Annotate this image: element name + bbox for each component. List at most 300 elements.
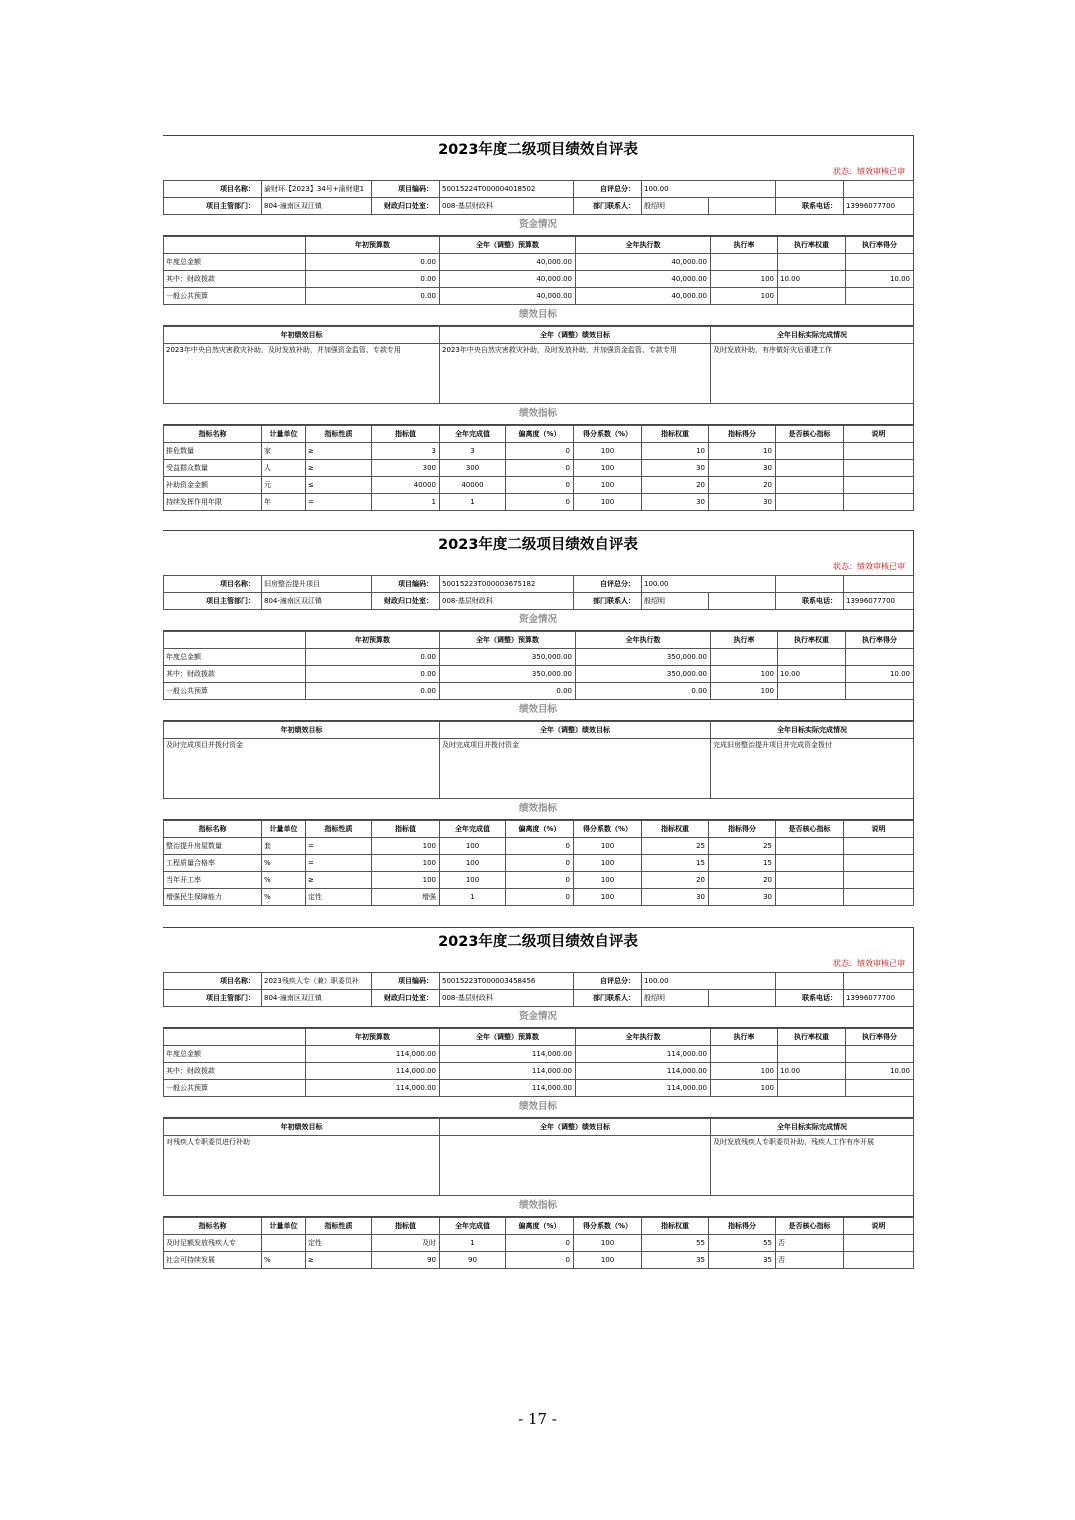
contact-value: 殷绍明 xyxy=(642,593,709,610)
project-code-value: 50015223T000003675182 xyxy=(440,576,574,593)
indicator-row xyxy=(164,855,914,872)
indicator-score: 30 xyxy=(709,889,776,906)
indicator-coef: 100 xyxy=(574,838,642,855)
indicator-actual: 1 xyxy=(440,889,506,906)
finance-office-value: 008-基层财政科 xyxy=(440,990,574,1007)
indicator-name: 补助资金金额 xyxy=(164,477,262,494)
indicator-note xyxy=(844,477,914,494)
goal-section-heading: 绩效目标 xyxy=(163,305,913,326)
fund-section-heading: 资金情况 xyxy=(163,215,913,236)
indicator-row xyxy=(164,889,914,906)
indicator-note xyxy=(844,855,914,872)
dept-value: 804-潼南区双江镇 xyxy=(262,990,372,1007)
indicator-section-heading: 绩效指标 xyxy=(163,799,913,820)
indicator-core xyxy=(776,460,844,477)
indicator-header: 全年完成值 xyxy=(440,426,506,443)
fund-row-name: 一般公共预算 xyxy=(164,683,306,700)
fund-adjusted: 40,000.00 xyxy=(440,288,576,305)
indicator-header: 说明 xyxy=(844,821,914,838)
indicator-header: 指标名称 xyxy=(164,426,262,443)
project-info-table xyxy=(163,575,914,610)
fund-row xyxy=(164,1046,914,1063)
fund-header: 执行率权重 xyxy=(778,237,846,254)
indicator-header: 是否核心指标 xyxy=(776,426,844,443)
goal-table xyxy=(163,721,914,799)
project-name-label: 项目名称： xyxy=(164,576,262,593)
fund-weight xyxy=(778,1080,846,1097)
indicator-name: 持续发挥作用年限 xyxy=(164,494,262,511)
fund-rate: 100 xyxy=(711,666,778,683)
fund-executed: 40,000.00 xyxy=(576,271,711,288)
indicator-note xyxy=(844,460,914,477)
form-title: 2023年度二级项目绩效自评表 xyxy=(438,537,638,553)
indicator-coef: 100 xyxy=(574,494,642,511)
fund-rate xyxy=(711,1046,778,1063)
fund-initial: 114,000.00 xyxy=(306,1046,440,1063)
indicator-table xyxy=(163,820,914,906)
indicator-header: 指标性质 xyxy=(306,426,372,443)
project-name-label: 项目名称： xyxy=(164,181,262,198)
finance-office-value: 008-基层财政科 xyxy=(440,198,574,215)
fund-header: 执行率权重 xyxy=(778,1029,846,1046)
dept-value: 804-潼南区双江镇 xyxy=(262,198,372,215)
indicator-core xyxy=(776,889,844,906)
indicator-header: 指标得分 xyxy=(709,1218,776,1235)
indicator-deviation: 0 xyxy=(506,838,574,855)
fund-initial: 0.00 xyxy=(306,254,440,271)
indicator-unit: % xyxy=(262,855,306,872)
total-score-value: 100.00 xyxy=(642,973,776,990)
fund-row xyxy=(164,288,914,305)
project-code-value: 50015223T000003458456 xyxy=(440,973,574,990)
fund-header: 全年执行数 xyxy=(576,1029,711,1046)
indicator-unit: % xyxy=(262,1252,306,1269)
actual-completion: 及时发放补助，有序做好灾后重建工作 xyxy=(711,344,914,404)
evaluation-form xyxy=(163,135,914,511)
indicator-note xyxy=(844,872,914,889)
fund-score xyxy=(846,683,914,700)
indicator-deviation: 0 xyxy=(506,477,574,494)
goal-table xyxy=(163,326,914,404)
goal-header: 全年目标实际完成情况 xyxy=(711,327,914,344)
indicator-core: 否 xyxy=(776,1235,844,1252)
indicator-note xyxy=(844,494,914,511)
indicator-deviation: 0 xyxy=(506,443,574,460)
dept-label: 项目主管部门： xyxy=(164,198,262,215)
indicator-value: 40000 xyxy=(372,477,440,494)
fund-row xyxy=(164,271,914,288)
project-code-label: 项目编码： xyxy=(372,576,440,593)
indicator-weight: 20 xyxy=(642,477,709,494)
fund-header: 全年（调整）预算数 xyxy=(440,632,576,649)
indicator-row xyxy=(164,1235,914,1252)
indicator-deviation: 0 xyxy=(506,855,574,872)
goal-header: 全年（调整）绩效目标 xyxy=(440,327,711,344)
indicator-header: 是否核心指标 xyxy=(776,821,844,838)
indicator-header: 指标值 xyxy=(372,821,440,838)
indicator-row xyxy=(164,460,914,477)
adjusted-goal: 及时完成项目并拨付资金 xyxy=(440,739,711,799)
indicator-core xyxy=(776,838,844,855)
indicator-header: 偏离度（%） xyxy=(506,821,574,838)
indicator-weight: 55 xyxy=(642,1235,709,1252)
fund-score xyxy=(846,1046,914,1063)
indicator-coef: 100 xyxy=(574,872,642,889)
form-title: 2023年度二级项目绩效自评表 xyxy=(438,934,638,950)
indicator-nature: = xyxy=(306,494,372,511)
fund-rate: 100 xyxy=(711,271,778,288)
total-score-label: 自评总分： xyxy=(574,973,642,990)
fund-table xyxy=(163,1028,914,1097)
goal-section-heading: 绩效目标 xyxy=(163,1097,913,1118)
indicator-header: 指标值 xyxy=(372,426,440,443)
total-score-value: 100.00 xyxy=(642,181,776,198)
fund-score xyxy=(846,649,914,666)
indicator-core xyxy=(776,494,844,511)
indicator-actual: 40000 xyxy=(440,477,506,494)
project-name-value: 渝财环【2023】34号+渝财建1 xyxy=(262,181,372,198)
phone-value: 13996077700 xyxy=(844,198,914,215)
fund-header: 执行率权重 xyxy=(778,632,846,649)
initial-goal: 对残疾人专职委员进行补助 xyxy=(164,1136,440,1196)
fund-header: 年初预算数 xyxy=(306,632,440,649)
indicator-actual: 1 xyxy=(440,1235,506,1252)
fund-header: 全年执行数 xyxy=(576,632,711,649)
indicator-core: 否 xyxy=(776,1252,844,1269)
indicator-row xyxy=(164,494,914,511)
indicator-weight: 35 xyxy=(642,1252,709,1269)
fund-rate xyxy=(711,649,778,666)
indicator-nature: ≥ xyxy=(306,443,372,460)
indicator-header: 偏离度（%） xyxy=(506,426,574,443)
fund-header: 执行率 xyxy=(711,1029,778,1046)
finance-office-label: 财政归口处室： xyxy=(372,990,440,1007)
indicator-weight: 20 xyxy=(642,872,709,889)
fund-row-name: 一般公共预算 xyxy=(164,1080,306,1097)
indicator-core xyxy=(776,872,844,889)
indicator-name: 社会可持续发展 xyxy=(164,1252,262,1269)
goal-table xyxy=(163,1118,914,1196)
fund-initial: 0.00 xyxy=(306,649,440,666)
indicator-weight: 15 xyxy=(642,855,709,872)
indicator-nature: = xyxy=(306,838,372,855)
goal-header: 全年目标实际完成情况 xyxy=(711,722,914,739)
indicator-header: 说明 xyxy=(844,1218,914,1235)
indicator-unit: 元 xyxy=(262,477,306,494)
indicator-value: 100 xyxy=(372,872,440,889)
fund-rate: 100 xyxy=(711,1080,778,1097)
phone-label: 联系电话： xyxy=(776,990,844,1007)
evaluation-form xyxy=(163,927,914,1269)
fund-header: 执行率 xyxy=(711,237,778,254)
goal-header: 全年（调整）绩效目标 xyxy=(440,722,711,739)
goal-section-heading: 绩效目标 xyxy=(163,700,913,721)
indicator-value: 90 xyxy=(372,1252,440,1269)
phone-label: 联系电话： xyxy=(776,593,844,610)
indicator-name: 增强民生保障能力 xyxy=(164,889,262,906)
indicator-header: 指标性质 xyxy=(306,1218,372,1235)
indicator-unit: % xyxy=(262,889,306,906)
fund-initial: 0.00 xyxy=(306,271,440,288)
indicator-actual: 100 xyxy=(440,872,506,889)
indicator-weight: 25 xyxy=(642,838,709,855)
indicator-table xyxy=(163,425,914,511)
indicator-table xyxy=(163,1217,914,1269)
contact-label: 部门联系人： xyxy=(574,593,642,610)
indicator-value: 100 xyxy=(372,838,440,855)
project-code-label: 项目编码： xyxy=(372,973,440,990)
indicator-row xyxy=(164,477,914,494)
indicator-header: 指标权重 xyxy=(642,821,709,838)
indicator-deviation: 0 xyxy=(506,1252,574,1269)
fund-table xyxy=(163,631,914,700)
indicator-score: 30 xyxy=(709,460,776,477)
indicator-header: 指标权重 xyxy=(642,1218,709,1235)
actual-completion: 及时发放残疾人专职委员补助，残疾人工作有序开展 xyxy=(711,1136,914,1196)
phone-label: 联系电话： xyxy=(776,198,844,215)
fund-score: 10.00 xyxy=(846,1063,914,1080)
total-score-label: 自评总分： xyxy=(574,576,642,593)
indicator-header: 指标得分 xyxy=(709,821,776,838)
indicator-header: 计量单位 xyxy=(262,821,306,838)
dept-value: 804-潼南区双江镇 xyxy=(262,593,372,610)
fund-executed: 350,000.00 xyxy=(576,649,711,666)
fund-rate: 100 xyxy=(711,288,778,305)
indicator-score: 15 xyxy=(709,855,776,872)
goal-header: 年初绩效目标 xyxy=(164,1119,440,1136)
fund-adjusted: 114,000.00 xyxy=(440,1080,576,1097)
fund-section-heading: 资金情况 xyxy=(163,610,913,631)
indicator-coef: 100 xyxy=(574,443,642,460)
indicator-deviation: 0 xyxy=(506,494,574,511)
contact-label: 部门联系人： xyxy=(574,990,642,1007)
indicator-header: 全年完成值 xyxy=(440,821,506,838)
fund-initial: 114,000.00 xyxy=(306,1063,440,1080)
indicator-actual: 90 xyxy=(440,1252,506,1269)
indicator-value: 100 xyxy=(372,855,440,872)
fund-header: 执行率 xyxy=(711,632,778,649)
indicator-section-heading: 绩效指标 xyxy=(163,404,913,425)
indicator-score: 35 xyxy=(709,1252,776,1269)
indicator-nature: 定性 xyxy=(306,1235,372,1252)
fund-row xyxy=(164,666,914,683)
fund-score: 10.00 xyxy=(846,271,914,288)
indicator-score: 25 xyxy=(709,838,776,855)
indicator-note xyxy=(844,838,914,855)
indicator-nature: ≥ xyxy=(306,1252,372,1269)
fund-weight: 10.00 xyxy=(778,666,846,683)
fund-rate: 100 xyxy=(711,1063,778,1080)
indicator-name: 整治提升房屋数量 xyxy=(164,838,262,855)
indicator-coef: 100 xyxy=(574,460,642,477)
fund-initial: 114,000.00 xyxy=(306,1080,440,1097)
fund-adjusted: 40,000.00 xyxy=(440,271,576,288)
indicator-value: 1 xyxy=(372,494,440,511)
goal-header: 全年目标实际完成情况 xyxy=(711,1119,914,1136)
indicator-row xyxy=(164,1252,914,1269)
indicator-deviation: 0 xyxy=(506,889,574,906)
fund-row xyxy=(164,1080,914,1097)
indicator-header: 指标名称 xyxy=(164,1218,262,1235)
fund-score xyxy=(846,254,914,271)
indicator-score: 55 xyxy=(709,1235,776,1252)
total-score-label: 自评总分： xyxy=(574,181,642,198)
indicator-core xyxy=(776,855,844,872)
fund-executed: 114,000.00 xyxy=(576,1080,711,1097)
fund-header: 全年（调整）预算数 xyxy=(440,237,576,254)
fund-adjusted: 114,000.00 xyxy=(440,1063,576,1080)
fund-row xyxy=(164,649,914,666)
project-info-table xyxy=(163,180,914,215)
review-status: 状态：绩效审核已审 xyxy=(833,959,905,968)
fund-score xyxy=(846,288,914,305)
indicator-weight: 10 xyxy=(642,443,709,460)
fund-executed: 0.00 xyxy=(576,683,711,700)
total-score-value: 100.00 xyxy=(642,576,776,593)
indicator-name: 受益群众数量 xyxy=(164,460,262,477)
project-code-value: 50015224T000004018502 xyxy=(440,181,574,198)
indicator-unit: 年 xyxy=(262,494,306,511)
fund-rate: 100 xyxy=(711,683,778,700)
fund-row-name: 年度总金额 xyxy=(164,1046,306,1063)
fund-row-name: 其中：财政拨款 xyxy=(164,271,306,288)
goal-header: 年初绩效目标 xyxy=(164,327,440,344)
indicator-header: 得分系数（%） xyxy=(574,1218,642,1235)
fund-row xyxy=(164,683,914,700)
indicator-weight: 30 xyxy=(642,889,709,906)
fund-initial: 0.00 xyxy=(306,288,440,305)
fund-weight xyxy=(778,254,846,271)
indicator-actual: 100 xyxy=(440,855,506,872)
contact-value: 殷绍明 xyxy=(642,990,709,1007)
indicator-nature: ≤ xyxy=(306,477,372,494)
indicator-header: 指标得分 xyxy=(709,426,776,443)
fund-rate xyxy=(711,254,778,271)
initial-goal: 及时完成项目并拨付资金 xyxy=(164,739,440,799)
indicator-header: 指标名称 xyxy=(164,821,262,838)
fund-table xyxy=(163,236,914,305)
indicator-actual: 100 xyxy=(440,838,506,855)
indicator-header: 计量单位 xyxy=(262,1218,306,1235)
indicator-score: 20 xyxy=(709,477,776,494)
indicator-score: 30 xyxy=(709,494,776,511)
fund-weight: 10.00 xyxy=(778,1063,846,1080)
indicator-unit: 套 xyxy=(262,838,306,855)
indicator-note xyxy=(844,443,914,460)
fund-header: 全年（调整）预算数 xyxy=(440,1029,576,1046)
indicator-note xyxy=(844,889,914,906)
indicator-note xyxy=(844,1252,914,1269)
fund-header: 年初预算数 xyxy=(306,1029,440,1046)
project-name-label: 项目名称： xyxy=(164,973,262,990)
indicator-coef: 100 xyxy=(574,855,642,872)
fund-adjusted: 40,000.00 xyxy=(440,254,576,271)
indicator-deviation: 0 xyxy=(506,1235,574,1252)
fund-adjusted: 350,000.00 xyxy=(440,649,576,666)
fund-executed: 40,000.00 xyxy=(576,254,711,271)
fund-adjusted: 114,000.00 xyxy=(440,1046,576,1063)
indicator-actual: 300 xyxy=(440,460,506,477)
initial-goal: 2023年中央自然灾害救灾补助，及时发放补助，并加强资金监管、专款专用 xyxy=(164,344,440,404)
indicator-actual: 1 xyxy=(440,494,506,511)
fund-row-name: 年度总金额 xyxy=(164,254,306,271)
project-info-table xyxy=(163,972,914,1007)
indicator-name: 及时足额发放残疾人专 xyxy=(164,1235,262,1252)
fund-row xyxy=(164,254,914,271)
finance-office-value: 008-基层财政科 xyxy=(440,593,574,610)
fund-executed: 114,000.00 xyxy=(576,1063,711,1080)
project-name-value: 旧房整治提升项目 xyxy=(262,576,372,593)
fund-row-name: 其中：财政拨款 xyxy=(164,666,306,683)
fund-row-name: 一般公共预算 xyxy=(164,288,306,305)
indicator-header: 指标值 xyxy=(372,1218,440,1235)
fund-weight xyxy=(778,288,846,305)
indicator-header: 是否核心指标 xyxy=(776,1218,844,1235)
indicator-header: 指标性质 xyxy=(306,821,372,838)
contact-label: 部门联系人： xyxy=(574,198,642,215)
fund-executed: 114,000.00 xyxy=(576,1046,711,1063)
fund-score: 10.00 xyxy=(846,666,914,683)
fund-header: 年初预算数 xyxy=(306,237,440,254)
indicator-header: 得分系数（%） xyxy=(574,821,642,838)
fund-score xyxy=(846,1080,914,1097)
fund-weight: 10.00 xyxy=(778,271,846,288)
finance-office-label: 财政归口处室： xyxy=(372,198,440,215)
indicator-actual: 3 xyxy=(440,443,506,460)
indicator-header: 全年完成值 xyxy=(440,1218,506,1235)
indicator-value: 300 xyxy=(372,460,440,477)
indicator-coef: 100 xyxy=(574,889,642,906)
indicator-row xyxy=(164,838,914,855)
adjusted-goal: 2023年中央自然灾害救灾补助，及时发放补助，并加强资金监管、专款专用 xyxy=(440,344,711,404)
indicator-nature: 定性 xyxy=(306,889,372,906)
fund-adjusted: 0.00 xyxy=(440,683,576,700)
indicator-score: 20 xyxy=(709,872,776,889)
contact-value: 殷绍明 xyxy=(642,198,709,215)
fund-row xyxy=(164,1063,914,1080)
indicator-core xyxy=(776,443,844,460)
indicator-header: 得分系数（%） xyxy=(574,426,642,443)
finance-office-label: 财政归口处室： xyxy=(372,593,440,610)
fund-header: 执行率得分 xyxy=(846,1029,914,1046)
project-code-label: 项目编码： xyxy=(372,181,440,198)
fund-weight xyxy=(778,683,846,700)
indicator-coef: 100 xyxy=(574,1252,642,1269)
indicator-row xyxy=(164,872,914,889)
fund-header: 执行率得分 xyxy=(846,632,914,649)
fund-weight xyxy=(778,1046,846,1063)
fund-header: 全年执行数 xyxy=(576,237,711,254)
form-title: 2023年度二级项目绩效自评表 xyxy=(438,142,638,158)
fund-row-name: 其中：财政拨款 xyxy=(164,1063,306,1080)
fund-adjusted: 350,000.00 xyxy=(440,666,576,683)
indicator-row xyxy=(164,443,914,460)
fund-section-heading: 资金情况 xyxy=(163,1007,913,1028)
indicator-deviation: 0 xyxy=(506,460,574,477)
indicator-header: 指标权重 xyxy=(642,426,709,443)
evaluation-form xyxy=(163,530,914,906)
adjusted-goal xyxy=(440,1136,711,1196)
indicator-weight: 30 xyxy=(642,460,709,477)
indicator-value: 3 xyxy=(372,443,440,460)
indicator-score: 10 xyxy=(709,443,776,460)
phone-value: 13996077700 xyxy=(844,990,914,1007)
fund-executed: 350,000.00 xyxy=(576,666,711,683)
fund-row-name: 年度总金额 xyxy=(164,649,306,666)
indicator-header: 偏离度（%） xyxy=(506,1218,574,1235)
fund-executed: 40,000.00 xyxy=(576,288,711,305)
indicator-core xyxy=(776,477,844,494)
